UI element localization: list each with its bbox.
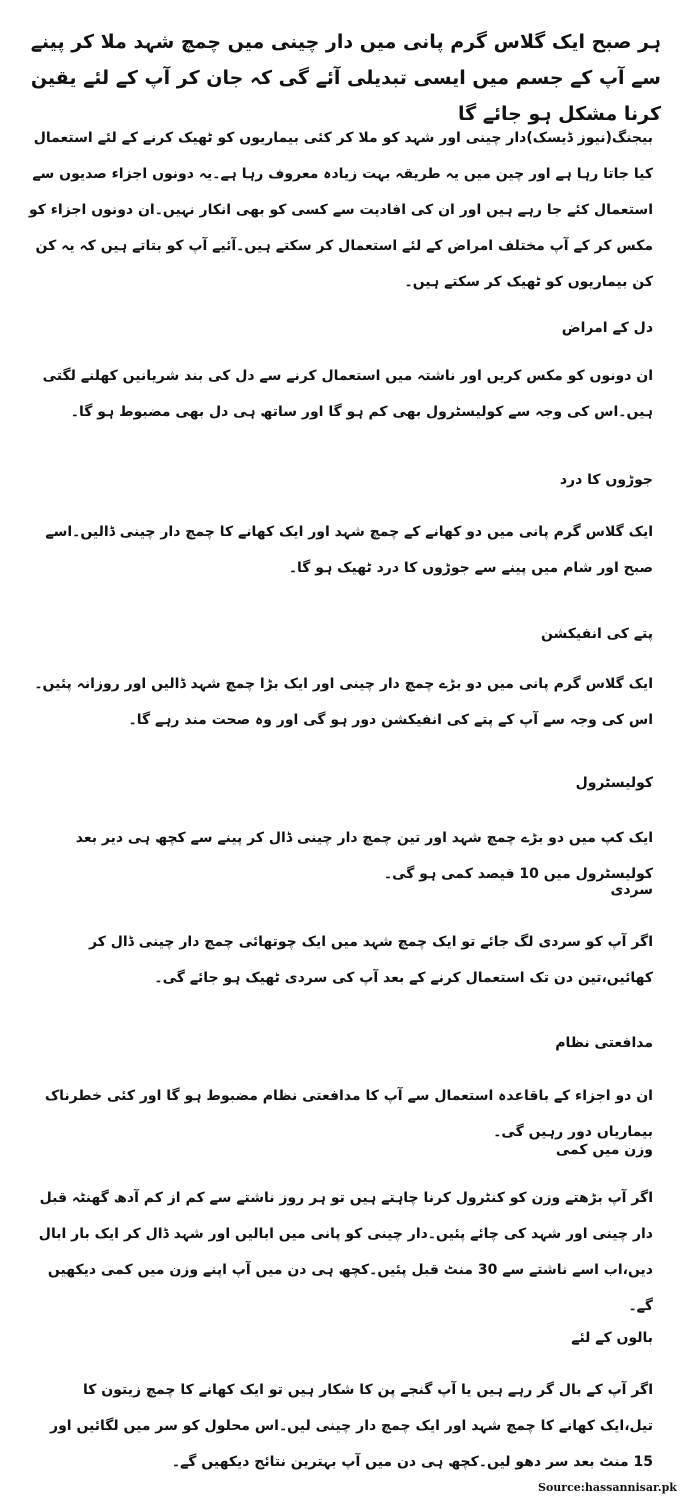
section-text: ان دونوں کو مکس کریں اور ناشتہ میں استعمال کرنے سے دل کی بند شریانیں کھلنے لگتی ہیں۔اس کی وجہ سے کولیسٹرول بھی کم ہو گا اور ساتھ ہی دل بھی مضبوط ہو گا۔	[42, 368, 653, 420]
section-heading: بالوں کے لئے	[571, 1330, 653, 1346]
section-text: ایک کپ میں دو بڑے چمچ شہد اور تین چمچ دار چینی ڈال کر پینے سے کچھ ہی دیر بعد کولیسٹرول میں 10 فیصد کمی ہو گی۔	[75, 830, 653, 882]
intro-paragraph: بیجنگ(نیوز ڈیسک)دار چینی اور شہد کو ملا کر کئی بیماریوں کو ٹھیک کرنے کے لئے استعمال کیا جاتا رہا ہے اور چین میں یہ طریقہ بہت زیادہ معروف رہا ہے۔یہ دونوں اجزاء صدیوں سے استعمال کئے جا رہے ہیں اور ان کی افادیت سے کسی کو بھی انکار نہیں۔ان دونوں اجزاء کو مکس کر کے آپ مختلف امراض کے لئے استعمال کر سکتے ہیں۔آئیے آپ کو بتاتے ہیں کہ یہ کن کن بیماریوں کو ٹھیک کر سکتے ہیں۔	[28, 130, 653, 290]
section-heading: سردی	[610, 882, 653, 898]
section-text: ان دو اجزاء کے باقاعدہ استعمال سے آپ کا مدافعتی نظام مضبوط ہو گا اور کئی خطرناک بیماریاں دور رہیں گی۔	[44, 1088, 653, 1140]
section-text: اگر آپ کو سردی لگ جائے تو ایک چمچ شہد میں ایک چوتھائی چمچ دار چینی ڈال کر کھائیں،تین دن تک استعمال کرنے کے بعد آپ کی سردی ٹھیک ہو جائے گی۔	[89, 934, 653, 986]
section-text: ایک گلاس گرم پانی میں دو بڑے چمچ دار چینی اور ایک بڑا چمچ شہد ڈالیں اور روزانہ پئیں۔اس کی وجہ سے آپ کے پتے کی انفیکشن دور ہو گی اور وہ صحت مند رہے گا۔	[34, 676, 653, 728]
section-text: ایک گلاس گرم پانی میں دو کھانے کے چمچ شہد اور ایک کھانے کا چمچ دار چینی ڈالیں۔اسے صبح اور شام میں پینے سے جوڑوں کا درد ٹھیک ہو گا۔	[45, 524, 653, 576]
section-text: اگر آپ بڑھتے وزن کو کنٹرول کرنا چاہتے ہیں تو ہر روز ناشتے سے کم از کم آدھ گھنٹہ قبل دار چینی اور شہد کی چائے پئیں۔دار چینی کو پانی میں ابالیں اور شہد ڈال کر ایک بار ابال دیں،اب اسے ناشتے سے 30 منٹ قبل پئیں۔کچھ ہی دن میں آپ اپنے وزن میں کمی دیکھیں گے۔	[38, 1190, 653, 1314]
section-heading: وزن میں کمی	[555, 1142, 653, 1158]
section-heading: پتے کی انفیکشن	[540, 626, 653, 642]
headline: ہر صبح ایک گلاس گرم پانی میں دار چینی میں چمچ شہد ملا کر پینے سے آپ کے جسم میں ایسی تبدیلی آئے گی کہ جان کر آپ کے لئے یقین کرنا مشکل ہو جائے گا	[30, 31, 661, 125]
section-heading: جوڑوں کا درد	[559, 472, 653, 488]
section-heading: دل کے امراض	[561, 320, 653, 336]
section-heading: کولیسٹرول	[575, 775, 653, 791]
section-heading: مدافعتی نظام	[555, 1035, 653, 1051]
section-text: اگر آپ کے بال گر رہے ہیں یا آپ گنجے پن کا شکار ہیں تو ایک کھانے کا چمچ زیتون کا تیل،ایک کھانے کا چمچ شہد اور ایک چمچ دار چینی لیں۔اس محلول کو سر میں لگائیں اور 15 منٹ بعد سر دھو لیں۔کچھ ہی دن میں آپ بہترین نتائج دیکھیں گے۔	[50, 1382, 653, 1470]
source-credit: Source:hassannisar.pk	[538, 1481, 677, 1494]
